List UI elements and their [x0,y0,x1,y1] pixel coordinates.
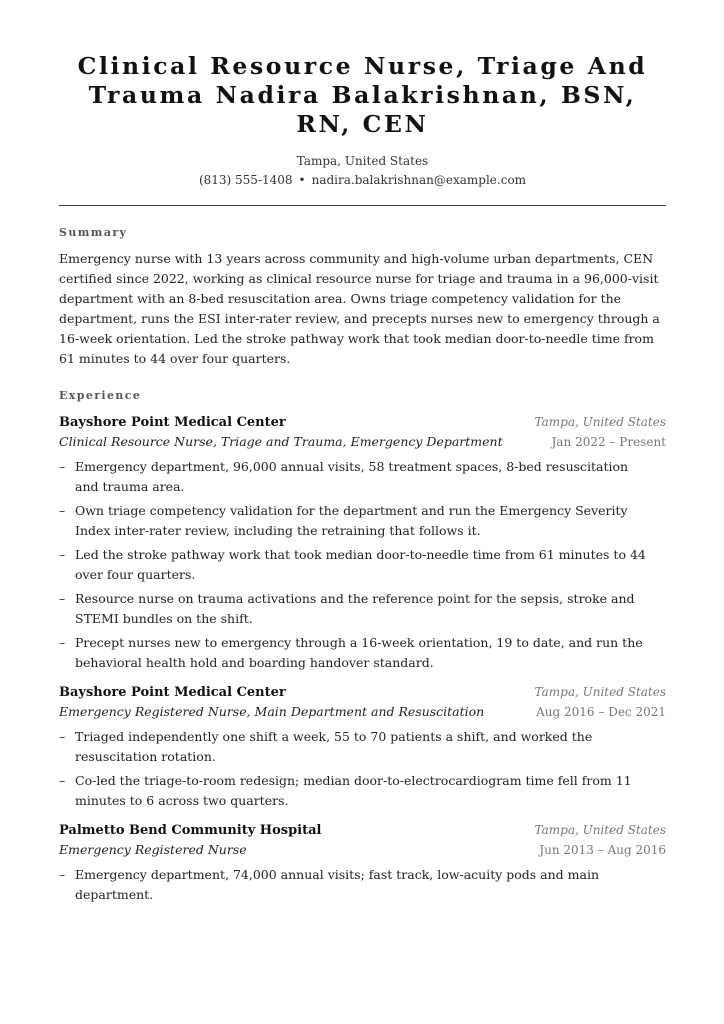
candidate-name: Clinical Resource Nurse, Triage And Trauma Nadira Balakrishnan, BSN, RN, CEN [77,52,648,138]
resume-page [59,52,666,909]
job-bullet-text: Emergency department, 74,000 annual visits; fast track, low-acuity pods and main department. [75,867,600,902]
experience-list [59,413,666,905]
bullet-dash: – [59,547,66,562]
job-role: Emergency Registered Nurse, Main Department and Resuscitation [59,704,485,719]
contact-phone: (813) 555-1408 [198,173,293,187]
job-bullet [59,633,666,673]
contact-block [59,152,666,190]
job-header-row [59,683,666,702]
bullet-dash: – [59,773,66,788]
bullet-dash: – [59,867,66,882]
job-employer: Bayshore Point Medical Center [59,415,286,430]
job-bullet [59,771,666,811]
bullet-dash: – [59,503,66,518]
job-dates: Aug 2016 – Dec 2021 [536,705,666,719]
job-bullet-text: Precept nurses new to emergency through a 16-week orientation, 19 to date, and run the behavioral health hold and boarding handover standard. [75,635,643,670]
job-role: Clinical Resource Nurse, Triage and Trauma, Emergency Department [59,434,503,449]
job-bullets [59,727,666,811]
job-bullet [59,727,666,767]
job-entry [59,683,666,811]
job-role-row [59,702,666,722]
job-dates: Jan 2022 – Present [551,435,666,449]
bullet-dash: – [59,591,66,606]
job-bullet-text: Led the stroke pathway work that took median door-to-needle time from 61 minutes to 44 over four quarters. [75,547,646,582]
contact-separator: • [298,173,306,187]
job-employer: Palmetto Bend Community Hospital [59,823,322,838]
job-bullet-text: Own triage competency validation for the department and run the Emergency Severity Index inter-rater review, including the retraining that follows it. [75,503,628,538]
job-bullet [59,589,666,629]
contact-email: nadira.balakrishnan@example.com [311,173,527,187]
job-bullet [59,501,666,541]
job-role-row [59,840,666,860]
job-location: Tampa, United States [534,415,666,429]
bullet-dash: – [59,729,66,744]
summary-heading: Summary [59,226,128,239]
summary-text: Emergency nurse with 13 years across community and high-volume urban departments, CEN certified since 2022, working as clinical resource nurse for triage and trauma in a 96,000-visit department with an 8-bed resuscitation area. Owns triage competency validation for the department, runs the ESI inter-rater review, and precepts nurses new to emergency through a 16-week orientation. Led the stroke pathway work that took median door-to-needle time from 61 minutes to 44 over four quarters. [59,251,660,366]
job-header-row [59,413,666,432]
job-role: Emergency Registered Nurse [59,842,247,857]
job-bullet [59,457,666,497]
job-entry [59,821,666,905]
job-entry [59,413,666,673]
job-role-row [59,432,666,452]
job-bullets [59,457,666,673]
job-bullets [59,865,666,905]
job-bullet-text: Resource nurse on trauma activations and the reference point for the sepsis, stroke and STEMI bundles on the shift. [75,591,635,626]
contact-location: Tampa, United States [296,154,429,168]
job-location: Tampa, United States [534,823,666,837]
experience-heading: Experience [59,389,142,402]
job-bullet-text: Emergency department, 96,000 annual visits, 58 treatment spaces, 8-bed resuscitation and trauma area. [75,459,629,494]
job-bullet-text: Triaged independently one shift a week, 55 to 70 patients a shift, and worked the resuscitation rotation. [75,729,593,764]
header-divider [59,205,666,206]
job-location: Tampa, United States [534,685,666,699]
contact-line [59,171,666,190]
job-dates: Jun 2013 – Aug 2016 [539,843,666,857]
job-employer: Bayshore Point Medical Center [59,685,286,700]
job-bullet [59,865,666,905]
job-bullet-text: Co-led the triage-to-room redesign; median door-to-electrocardiogram time fell from 11 minutes to 6 across two quarters. [75,773,632,808]
bullet-dash: – [59,459,66,474]
bullet-dash: – [59,635,66,650]
job-header-row [59,821,666,840]
job-bullet [59,545,666,585]
